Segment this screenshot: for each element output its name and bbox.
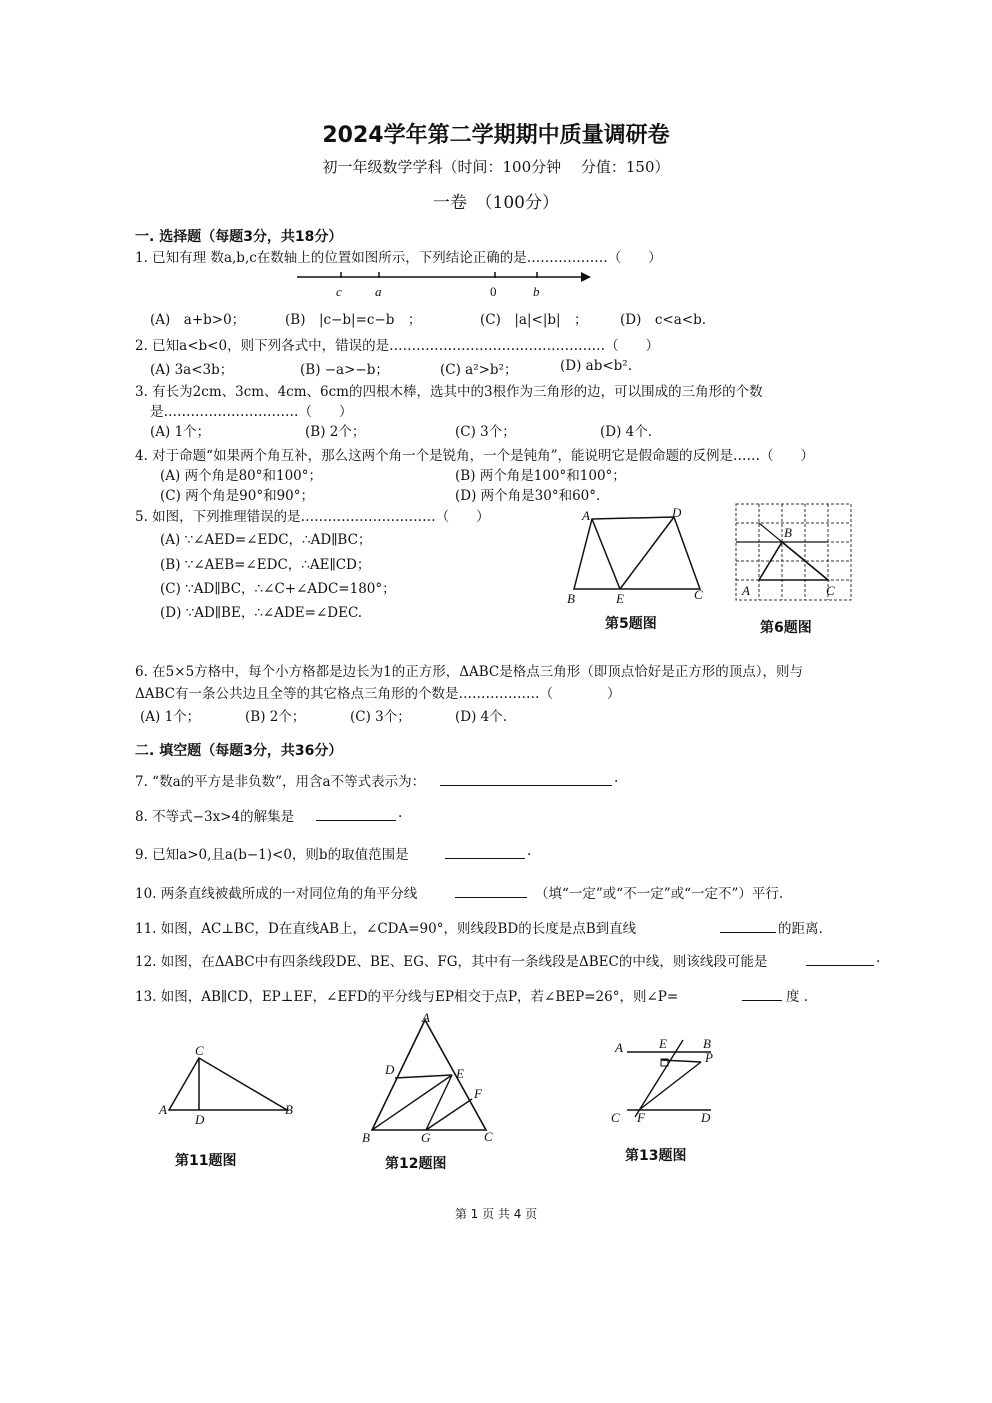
fig5-caption: 第5题图 — [605, 616, 657, 632]
fig5-label-d: D — [672, 505, 682, 520]
fig11-label-d: D — [195, 1112, 205, 1127]
q1-option-b: (B) |c−b|=c−b ； — [285, 312, 422, 328]
q7-stem: 7. “数a的平方是非负数”，用含a不等式表示为： — [135, 774, 426, 790]
q2-option-a: (A) 3a<3b； — [150, 362, 234, 378]
fig11-label-b: B — [285, 1102, 293, 1117]
q9-answer-blank[interactable] — [445, 858, 525, 859]
q4-option-c: (C) 两个角是90°和90°； — [160, 488, 315, 504]
q3-option-b: (B) 2个； — [305, 424, 366, 440]
q5-stem: 5. 如图，下列推理错误的是…………………………（ ） — [135, 509, 490, 525]
section2-heading: 二. 填空题（每题3分，共36分） — [135, 743, 343, 759]
q3-stem-line1: 3. 有长为2cm、3cm、4cm、6cm的四根木棒，选其中的3根作为三角形的边，可以围成的三角形的个数 — [135, 384, 763, 400]
fig5-label-a: A — [582, 508, 590, 523]
q3-stem-line2: 是…………………………（ ） — [150, 404, 353, 420]
fig11-label-c: C — [195, 1043, 204, 1058]
fig13-label-a: A — [615, 1040, 623, 1055]
page-title: 2024学年第二学期期中质量调研卷 — [322, 123, 670, 148]
fig13-label-d: D — [701, 1110, 711, 1125]
q13-stem-part1: 13. 如图，AB∥CD，EP⊥EF，∠EFD的平分线与EP相交于点P，若∠BEP=26°，则∠P= — [135, 989, 679, 1005]
q8-answer-blank[interactable] — [316, 820, 396, 821]
q12-answer-blank[interactable] — [806, 965, 874, 966]
fig6-grid-diagram — [730, 500, 860, 610]
fig11-label-a: A — [159, 1102, 167, 1117]
fig12-label-d: D — [385, 1062, 395, 1077]
fig6-caption: 第6题图 — [760, 620, 812, 636]
fig12-label-a: A — [422, 1010, 430, 1025]
q2-option-c: (C) a²>b²； — [440, 362, 518, 378]
q13-stem-part2: 度 . — [786, 989, 809, 1005]
q13-answer-blank[interactable] — [742, 1000, 782, 1001]
fig6-label-a: A — [742, 583, 750, 598]
q7-answer-blank[interactable] — [440, 785, 612, 786]
number-line-arrow-icon — [581, 272, 591, 282]
fig13-label-c: C — [611, 1110, 620, 1125]
q1-option-c: (C) |a|<|b| ； — [480, 312, 588, 328]
q6-stem-line1: 6. 在5×5方格中，每个小方格都是边长为1的正方形，ΔABC是格点三角形（即顶点恰好是正方形的顶点），则与 — [135, 664, 803, 680]
q12-stem: 12. 如图，在ΔABC中有四条线段DE、BE、EG、FG，其中有一条线段是ΔBEC的中线，则该线段可能是 — [135, 954, 768, 970]
q5-option-a: (A) ∵∠AED=∠EDC，∴AD∥BC； — [160, 532, 372, 548]
q6-option-b: (B) 2个； — [245, 709, 306, 725]
fig13-caption: 第13题图 — [625, 1148, 687, 1164]
fig5-diagram — [560, 505, 720, 610]
q11-stem-part2: 的距离. — [778, 921, 823, 937]
q1-number-line — [295, 266, 595, 300]
q10-answer-blank[interactable] — [455, 897, 527, 898]
fig13-label-b: B — [703, 1036, 711, 1051]
page-footer: 第 1 页 共 4 页 — [454, 1207, 538, 1221]
q5-option-c: (C) ∵AD∥BC，∴∠C+∠ADC=180°； — [160, 581, 396, 597]
q4-stem: 4. 对于命题“如果两个角互补，那么这两个角一个是锐角，一个是钝角”，能说明它是假命题的反例是……（ ） — [135, 448, 814, 464]
fig11-diagram — [155, 1040, 305, 1130]
q10-stem-part2: （填“一定”或“不一定”或“一定不”）平行. — [535, 886, 784, 902]
fig13-label-p: P — [705, 1050, 713, 1065]
q2-option-d: (D) ab<b². — [560, 358, 632, 374]
volume-label: 一卷 （100分） — [433, 193, 559, 213]
fig12-caption: 第12题图 — [385, 1156, 447, 1172]
q2-stem: 2. 已知a<b<0，则下列各式中，错误的是…………………………………………（ ） — [135, 338, 660, 354]
q6-option-d: (D) 4个. — [455, 709, 508, 725]
q2-option-b: (B) −a>−b； — [300, 362, 389, 378]
fig5-label-c: C — [694, 587, 703, 602]
fig5-label-e: E — [616, 591, 624, 606]
q11-stem-part1: 11. 如图，AC⊥BC，D在直线AB上，∠CDA=90°，则线段BD的长度是点B到直线 — [135, 921, 637, 937]
q4-option-a: (A) 两个角是80°和100°； — [160, 468, 323, 484]
fig6-label-c: C — [826, 583, 835, 598]
q3-option-a: (A) 1个； — [150, 424, 211, 440]
q8-stem: 8. 不等式−3x>4的解集是 — [135, 809, 295, 825]
q4-option-d: (D) 两个角是30°和60°. — [455, 488, 601, 504]
fig12-label-f: F — [474, 1086, 482, 1101]
q5-option-b: (B) ∵∠AEB=∠EDC，∴AE∥CD； — [160, 557, 371, 573]
q6-option-c: (C) 3个； — [350, 709, 411, 725]
q1-option-d: (D) c<a<b. — [620, 312, 707, 328]
q9-stem: 9. 已知a>0,且a(b−1)<0，则b的取值范围是 — [135, 847, 409, 863]
q3-option-c: (C) 3个； — [455, 424, 516, 440]
q6-option-a: (A) 1个； — [140, 709, 201, 725]
fig12-label-b: B — [362, 1130, 370, 1145]
axis-label-0: 0 — [490, 284, 497, 299]
fig13-label-e: E — [659, 1036, 667, 1051]
q1-option-a: (A) a+b>0； — [150, 312, 246, 328]
q6-stem-line2: ΔABC有一条公共边且全等的其它格点三角形的个数是………………（ ） — [135, 686, 621, 702]
section1-heading: 一. 选择题（每题3分，共18分） — [135, 229, 343, 245]
fig6-label-b: B — [784, 525, 792, 540]
fig12-label-g: G — [421, 1130, 431, 1145]
fig5-label-b: B — [567, 591, 575, 606]
axis-label-c: c — [336, 284, 342, 299]
q11-answer-blank[interactable] — [720, 932, 776, 933]
exam-subtitle: 初一年级数学学科（时间：100分钟 分值：150） — [322, 158, 670, 176]
q3-option-d: (D) 4个. — [600, 424, 653, 440]
q5-option-d: (D) ∵AD∥BE，∴∠ADE=∠DEC. — [160, 605, 363, 621]
fig12-diagram — [360, 1010, 500, 1145]
q1-stem: 1. 已知有理 数a,b,c在数轴上的位置如图所示，下列结论正确的是………………（ ） — [135, 250, 662, 266]
fig13-diagram — [605, 1032, 735, 1132]
axis-label-a: a — [375, 284, 382, 299]
fig13-label-f: F — [637, 1110, 645, 1125]
q4-option-b: (B) 两个角是100°和100°； — [455, 468, 626, 484]
fig11-caption: 第11题图 — [175, 1153, 237, 1169]
fig12-label-e: E — [456, 1066, 464, 1081]
fig12-label-c: C — [484, 1129, 493, 1144]
q10-stem-part1: 10. 两条直线被截所成的一对同位角的角平分线 — [135, 886, 418, 902]
axis-label-b: b — [533, 284, 540, 299]
